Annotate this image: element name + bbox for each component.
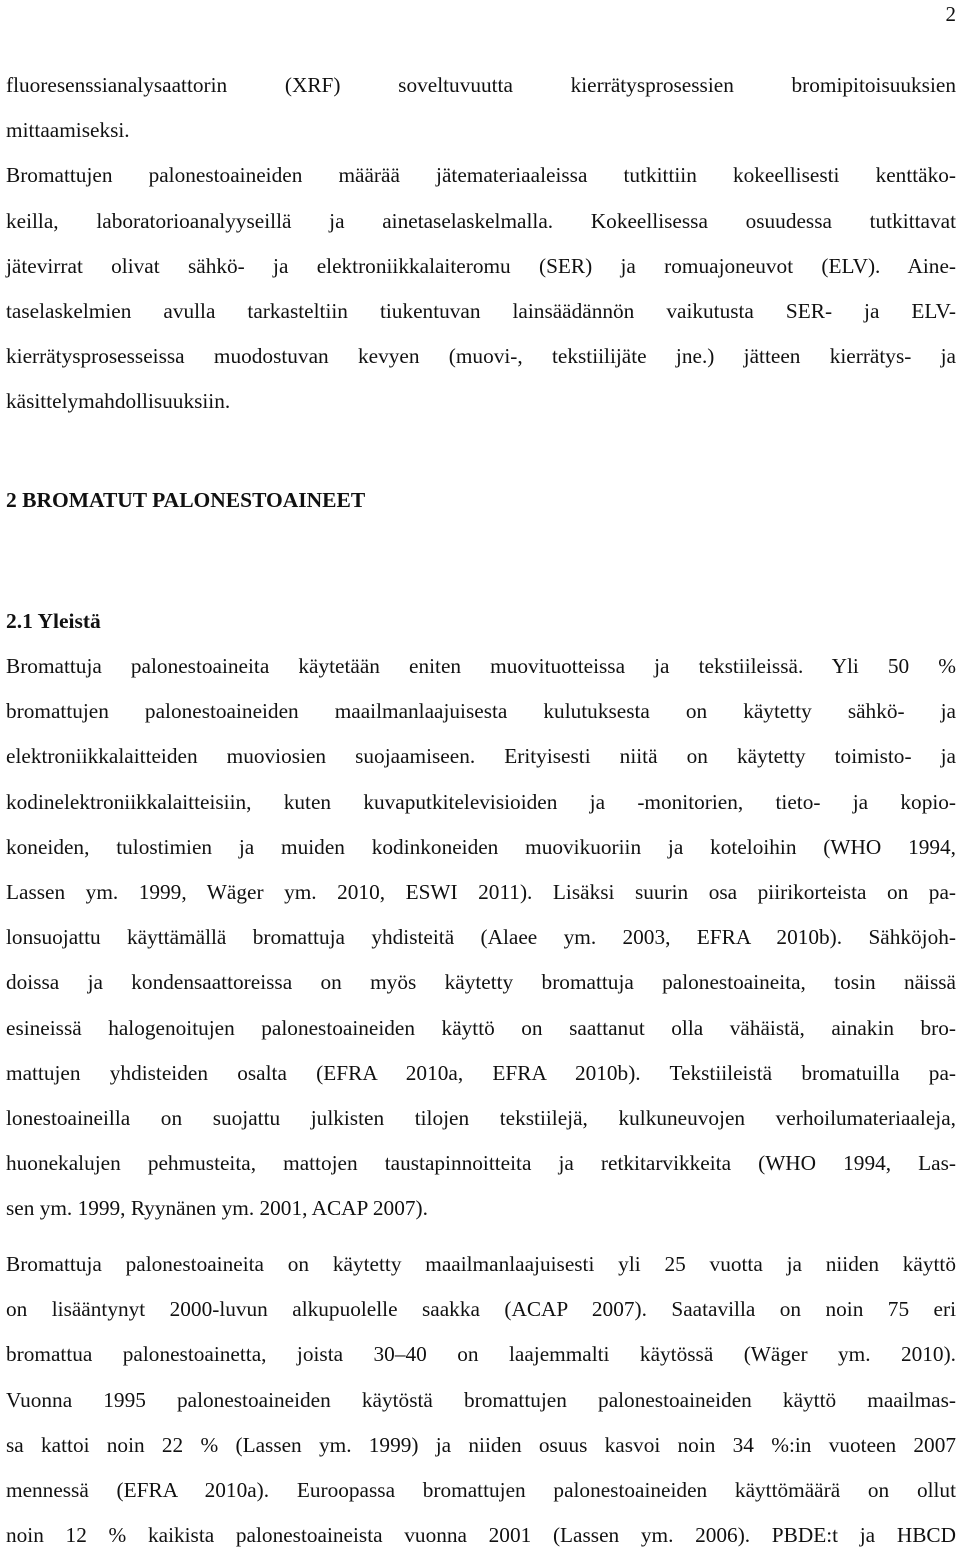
text-line: Bromattuja palonestoaineita käytetään eniten muovituotteissa ja tekstiileissä. Yli 50 %	[6, 654, 956, 678]
intro-text	[6, 63, 956, 425]
text-line: doissa ja kondensaattoreissa on myös käytetty bromattuja palonestoaineita, tosin näissä	[6, 970, 956, 995]
paragraph-2	[6, 1242, 956, 1558]
section-heading: 2 BROMATUT PALONESTOAINEET	[6, 488, 366, 512]
text-line: bromattua palonestoainetta, joista 30–40 on laajemmalti käytössä (Wäger ym. 2010).	[6, 1342, 956, 1367]
page-number: 2	[945, 2, 956, 26]
text-line: on lisääntynyt 2000-luvun alkupuolelle saakka (ACAP 2007). Saatavilla on noin 75 eri	[6, 1297, 956, 1322]
text-line: sen ym. 1999, Ryynänen ym. 2001, ACAP 2007).	[6, 1196, 428, 1221]
text-line: lonestoaineilla on suojattu julkisten tilojen tekstiilejä, kulkuneuvojen verhoilumateriaaleja,	[6, 1105, 956, 1130]
text-line: mittaamiseksi.	[6, 118, 130, 143]
text-line: mennessä (EFRA 2010a). Euroopassa bromattujen palonestoaineiden käyttömäärä on ollut	[6, 1477, 956, 1502]
text-line: Vuonna 1995 palonestoaineiden käytöstä bromattujen palonestoaineiden käyttö maailmas-	[6, 1387, 956, 1412]
subsection-heading: 2.1 Yleistä	[6, 609, 101, 633]
text-line: huonekalujen pehmusteita, mattojen taustapinnoitteita ja retkitarvikkeita (WHO 1994, Las-	[6, 1151, 956, 1176]
text-line: lonsuojattu käyttämällä bromattuja yhdisteitä (Alaee ym. 2003, EFRA 2010b). Sähköjoh-	[6, 925, 956, 950]
text-line: fluoresenssianalysaattorin (XRF) soveltuvuutta kierrätysprosessien bromipitoisuuksien	[6, 73, 956, 97]
text-line: Lassen ym. 1999, Wäger ym. 2010, ESWI 2011). Lisäksi suurin osa piirikorteista on pa-	[6, 879, 956, 904]
text-line: mattujen yhdisteiden osalta (EFRA 2010a, EFRA 2010b). Tekstiileistä bromatuilla pa-	[6, 1060, 956, 1085]
text-line: keilla, laboratorioanalyyseillä ja ainetaselaskelmalla. Kokeellisessa osuudessa tutkittavat	[6, 208, 956, 233]
text-line: noin 12 % kaikista palonestoaineista vuonna 2001 (Lassen ym. 2006). PBDE:t ja HBCD	[6, 1523, 956, 1548]
text-line: kodinelektroniikkalaitteisiin, kuten kuvaputkitelevisioiden ja -monitorien, tieto- ja kopio-	[6, 789, 956, 814]
text-line: taselaskelmien avulla tarkasteltiin tiukentuvan lainsäädännön vaikutusta SER- ja ELV-	[6, 298, 956, 323]
text-line: sa kattoi noin 22 % (Lassen ym. 1999) ja niiden osuus kasvoi noin 34 %:in vuoteen 2007	[6, 1432, 956, 1457]
text-line: käsittelymahdollisuuksiin.	[6, 389, 231, 414]
text-line: Bromattujen palonestoaineiden määrää jätemateriaaleissa tutkittiin kokeellisesti kenttäko-	[6, 163, 956, 188]
text-line: jätevirrat olivat sähkö- ja elektroniikkalaiteromu (SER) ja romuajoneuvot (ELV). Aine-	[6, 253, 956, 278]
paragraph-1	[6, 644, 956, 1231]
text-line: kierrätysprosesseissa muodostuvan kevyen (muovi-, tekstiilijäte jne.) jätteen kierrätys- ja	[6, 344, 956, 369]
text-line: koneiden, tulostimien ja muiden kodinkoneiden muovikuoriin ja koteloihin (WHO 1994,	[6, 834, 956, 859]
text-line: Bromattuja palonestoaineita on käytetty maailmanlaajuisesti yli 25 vuotta ja niiden käyttö	[6, 1252, 956, 1276]
text-line: elektroniikkalaitteiden muoviosien suojaamiseen. Erityisesti niitä on käytetty toimisto- ja	[6, 744, 956, 769]
text-line: bromattujen palonestoaineiden maailmanlaajuisesta kulutuksesta on käytetty sähkö- ja	[6, 699, 956, 724]
text-line: esineissä halogenoitujen palonestoaineiden käyttö on saattanut olla vähäistä, ainakin bro-	[6, 1015, 956, 1040]
